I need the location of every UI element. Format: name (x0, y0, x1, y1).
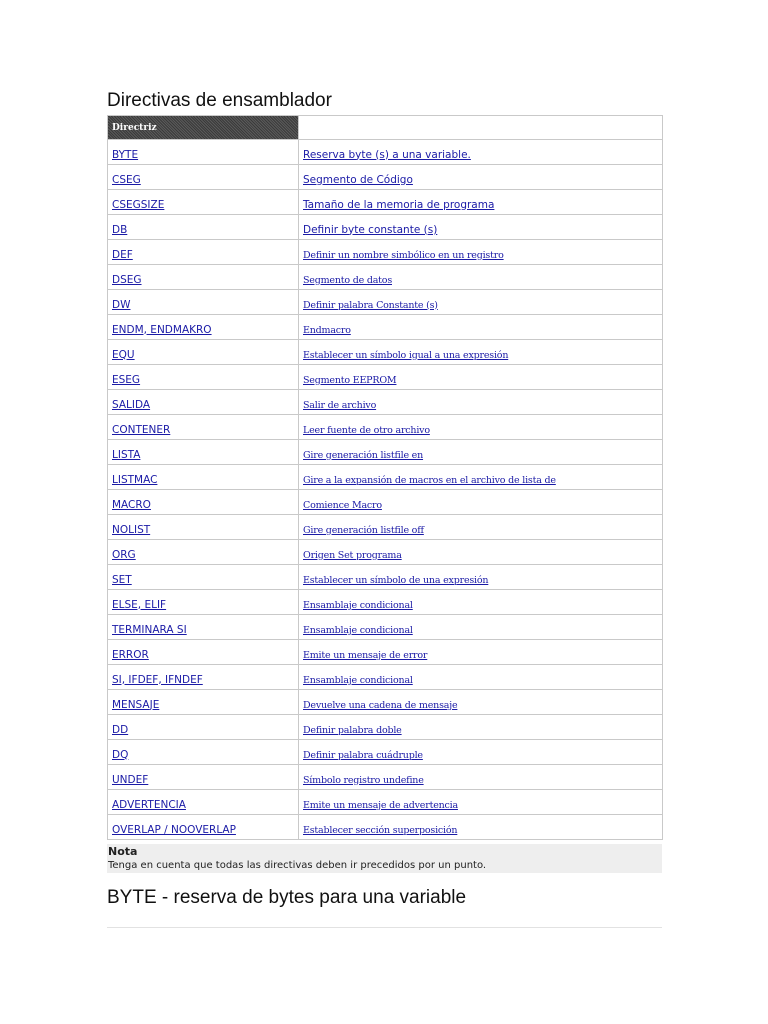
directive-link[interactable]: CSEGSIZE (112, 198, 165, 211)
directive-cell (108, 515, 299, 540)
directive-link[interactable]: SET (112, 573, 132, 586)
directive-link[interactable]: ELSE, ELIF (112, 598, 167, 611)
directive-cell (108, 690, 299, 715)
directive-cell (108, 340, 299, 365)
description-cell (299, 815, 663, 840)
directive-cell (108, 215, 299, 240)
directive-link[interactable]: NOLIST (112, 523, 151, 536)
directive-cell (108, 190, 299, 215)
description-link[interactable]: Establecer sección superposición (303, 824, 458, 836)
description-cell (299, 515, 663, 540)
description-link[interactable]: Ensamblaje condicional (303, 674, 413, 686)
description-link[interactable]: Segmento EEPROM (303, 374, 397, 386)
table-row (108, 240, 663, 265)
description-link[interactable]: Definir palabra cuádruple (303, 749, 423, 761)
table-row (108, 790, 663, 815)
description-link[interactable]: Endmacro (303, 324, 351, 336)
directive-cell (108, 140, 299, 165)
description-cell (299, 540, 663, 565)
directive-cell (108, 490, 299, 515)
directive-link[interactable]: DW (112, 298, 131, 311)
directive-cell (108, 790, 299, 815)
description-cell (299, 615, 663, 640)
table-row (108, 190, 663, 215)
description-link[interactable]: Gire generación listfile off (303, 524, 424, 536)
table-row (108, 715, 663, 740)
description-link[interactable]: Definir un nombre simbólico en un registro (303, 249, 504, 261)
directive-link[interactable]: SI, IFDEF, IFNDEF (112, 673, 203, 686)
directive-link[interactable]: OVERLAP / NOOVERLAP (112, 823, 236, 836)
directive-cell (108, 615, 299, 640)
table-row (108, 415, 663, 440)
directive-link[interactable]: LISTA (112, 448, 141, 461)
column-header-directive: Directriz (108, 116, 299, 140)
directive-link[interactable]: UNDEF (112, 773, 149, 786)
directive-link[interactable]: CONTENER (112, 423, 171, 436)
table-row (108, 315, 663, 340)
description-cell (299, 340, 663, 365)
description-link[interactable]: Comience Macro (303, 499, 382, 511)
table-row (108, 665, 663, 690)
description-cell (299, 640, 663, 665)
table-row (108, 465, 663, 490)
directive-cell (108, 815, 299, 840)
description-link[interactable]: Emite un mensaje de error (303, 649, 428, 661)
table-row (108, 765, 663, 790)
directive-cell (108, 640, 299, 665)
table-row (108, 390, 663, 415)
description-cell (299, 690, 663, 715)
table-row (108, 140, 663, 165)
description-link[interactable]: Ensamblaje condicional (303, 624, 413, 636)
table-row (108, 340, 663, 365)
description-link[interactable]: Definir byte constante (s) (303, 223, 438, 236)
directive-cell (108, 265, 299, 290)
description-cell (299, 290, 663, 315)
directive-cell (108, 290, 299, 315)
table-body (108, 140, 663, 840)
description-link[interactable]: Definir palabra Constante (s) (303, 299, 438, 311)
note-title: Nota (108, 845, 138, 858)
description-cell (299, 665, 663, 690)
description-cell (299, 765, 663, 790)
description-link[interactable]: Definir palabra doble (303, 724, 402, 736)
directive-link[interactable]: DEF (112, 248, 133, 261)
table-row (108, 590, 663, 615)
description-cell (299, 740, 663, 765)
directive-link[interactable]: DD (112, 723, 129, 736)
description-link[interactable]: Segmento de Código (303, 173, 413, 186)
table-row (108, 365, 663, 390)
table-row (108, 740, 663, 765)
description-cell (299, 140, 663, 165)
directive-cell (108, 440, 299, 465)
directive-link[interactable]: ORG (112, 548, 136, 561)
description-link[interactable]: Símbolo registro undefine (303, 774, 424, 786)
directive-cell (108, 240, 299, 265)
description-cell (299, 365, 663, 390)
directive-cell (108, 165, 299, 190)
table-row (108, 165, 663, 190)
section-title: BYTE - reserva de bytes para una variable (107, 887, 467, 908)
description-link[interactable]: Reserva byte (s) a una variable. (303, 148, 471, 161)
directive-link[interactable]: DB (112, 223, 128, 236)
description-link[interactable]: Establecer un símbolo igual a una expresión (303, 349, 509, 361)
description-link[interactable]: Emite un mensaje de advertencia (303, 799, 458, 811)
directive-cell (108, 315, 299, 340)
description-link[interactable]: Salir de archivo (303, 399, 377, 411)
directive-cell (108, 390, 299, 415)
description-cell (299, 790, 663, 815)
directive-link[interactable]: EQU (112, 348, 135, 361)
table-row (108, 290, 663, 315)
table-header-row (108, 116, 663, 140)
directive-link[interactable]: MACRO (112, 498, 151, 511)
directive-cell (108, 465, 299, 490)
directive-link[interactable]: ESEG (112, 373, 141, 386)
description-cell (299, 590, 663, 615)
note-box (107, 844, 662, 873)
description-cell (299, 165, 663, 190)
description-cell (299, 265, 663, 290)
directive-link[interactable]: MENSAJE (112, 698, 160, 711)
divider (107, 927, 662, 928)
table-row (108, 565, 663, 590)
table-row (108, 615, 663, 640)
directive-link[interactable]: SALIDA (112, 398, 151, 411)
description-link[interactable]: Leer fuente de otro archivo (303, 424, 430, 436)
description-cell (299, 390, 663, 415)
description-cell (299, 190, 663, 215)
directive-cell (108, 740, 299, 765)
description-cell (299, 565, 663, 590)
directive-cell (108, 415, 299, 440)
description-cell (299, 465, 663, 490)
directive-cell (108, 565, 299, 590)
description-cell (299, 440, 663, 465)
directive-cell (108, 540, 299, 565)
description-link[interactable]: Tamaño de la memoria de programa (303, 198, 495, 211)
table-row (108, 515, 663, 540)
directive-link[interactable]: DSEG (112, 273, 142, 286)
table-row (108, 690, 663, 715)
column-header-description (299, 116, 663, 140)
description-link[interactable]: Gire a la expansión de macros en el archivo de lista de (303, 474, 556, 486)
directive-cell (108, 765, 299, 790)
description-link[interactable]: Gire generación listfile en (303, 449, 424, 461)
directive-link[interactable]: ADVERTENCIA (112, 798, 186, 811)
directive-cell (108, 365, 299, 390)
description-cell (299, 215, 663, 240)
directive-cell (108, 715, 299, 740)
directives-table (107, 115, 663, 840)
directive-link[interactable]: TERMINARA SI (112, 623, 187, 636)
directive-link[interactable]: BYTE (112, 148, 139, 161)
table-row (108, 540, 663, 565)
table-row (108, 815, 663, 840)
description-cell (299, 315, 663, 340)
directive-link[interactable]: ERROR (112, 648, 149, 661)
table-row (108, 265, 663, 290)
directive-cell (108, 590, 299, 615)
description-link[interactable]: Segmento de datos (303, 274, 392, 286)
description-link[interactable]: Establecer un símbolo de una expresión (303, 574, 489, 586)
table-row (108, 440, 663, 465)
directive-link[interactable]: LISTMAC (112, 473, 158, 486)
description-cell (299, 415, 663, 440)
description-link[interactable]: Origen Set programa (303, 549, 402, 561)
description-link[interactable]: Devuelve una cadena de mensaje (303, 699, 458, 711)
table-row (108, 215, 663, 240)
directive-link[interactable]: ENDM, ENDMAKRO (112, 323, 212, 336)
description-cell (299, 715, 663, 740)
note-text: Tenga en cuenta que todas las directivas deben ir precedidos por un punto. (108, 860, 487, 871)
description-cell (299, 240, 663, 265)
description-link[interactable]: Ensamblaje condicional (303, 599, 413, 611)
directive-link[interactable]: CSEG (112, 173, 141, 186)
table-row (108, 490, 663, 515)
description-cell (299, 490, 663, 515)
directive-cell (108, 665, 299, 690)
table-row (108, 640, 663, 665)
directive-link[interactable]: DQ (112, 748, 129, 761)
page-title: Directivas de ensamblador (107, 90, 332, 111)
